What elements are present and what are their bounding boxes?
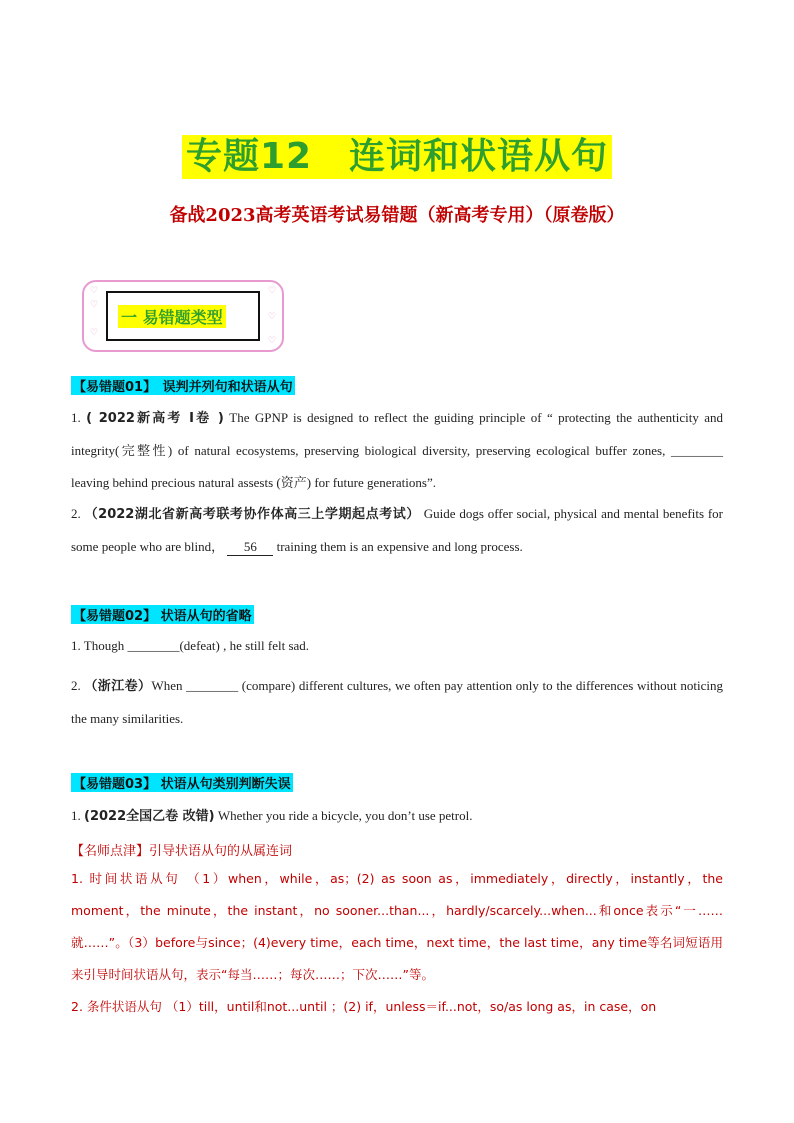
question-text: training them is an expensive and long process. xyxy=(273,539,523,554)
title-wrap xyxy=(0,135,794,179)
question-1-2 xyxy=(71,498,723,563)
answer-blank: ________ xyxy=(127,638,180,653)
heart-icon: ♡ xyxy=(268,285,277,295)
heart-icon: ♡ xyxy=(90,327,99,337)
question-text: Guide dogs offer social, physical and mental benefits for some people who are blind， xyxy=(71,506,724,554)
question-text: Though xyxy=(83,638,128,653)
question-text: When xyxy=(151,678,187,693)
section-heading-02: 【易错题02】 状语从句的省略 xyxy=(71,605,254,624)
heart-icon: ♡ xyxy=(90,285,99,295)
question-text: The GPNP is designed to reflect the guiding principle of “ protecting the authenticity and integrity(完整性) of natural ecosystems, preserving biological diversity, preserving ecological buffer zones, xyxy=(71,410,723,458)
question-source: （浙江卷） xyxy=(84,679,152,694)
note-condition-clauses: 2. 条件状语从句 （1）till，until和not...until ；(2) if，unless＝if...not，so/as long as，in case，on xyxy=(71,999,657,1014)
question-number: 1. xyxy=(71,808,81,823)
question-source: ( 2022新高考 I卷 ) xyxy=(86,411,224,426)
answer-blank: ________ xyxy=(186,678,239,693)
question-number: 2. xyxy=(71,678,81,693)
question-text: leaving behind precious natural assests (资产) for future generations”. xyxy=(71,475,436,490)
frame-label: 一 易错题类型 xyxy=(118,305,226,328)
answer-blank: ________ xyxy=(671,443,723,458)
heart-icon: ♡ xyxy=(268,335,277,345)
question-text: (compare) different cultures, we often pay attention only to the differences without noticing the many similarities. xyxy=(71,678,723,726)
page-subtitle: 备战2023高考英语考试易错题（新高考专用）（原卷版） xyxy=(169,205,625,226)
section-heading-01: 【易错题01】 误判并列句和状语从句 xyxy=(71,376,295,395)
question-2-2 xyxy=(71,670,723,735)
section-type-frame xyxy=(82,280,284,352)
question-text: Whether you ride a bicycle, you don’t use petrol. xyxy=(214,808,473,823)
question-1-1 xyxy=(71,402,723,499)
question-number: 1. xyxy=(71,410,81,425)
teacher-tip-label: 【名师点津】引导状语从句的从属连词 xyxy=(71,844,293,859)
frame-inner-box xyxy=(106,291,260,341)
answer-blank: 56 xyxy=(227,539,273,556)
question-number: 1. xyxy=(71,638,81,653)
section-heading-03: 【易错题03】 状语从句类别判断失误 xyxy=(71,773,293,792)
heart-icon: ♡ xyxy=(90,299,99,309)
question-source: (2022全国乙卷 改错) xyxy=(84,809,215,824)
question-2-1 xyxy=(71,630,723,662)
question-text: (defeat) , he still felt sad. xyxy=(179,638,310,653)
heart-icon: ♡ xyxy=(268,311,277,321)
question-number: 2. xyxy=(71,506,81,521)
page-title: 专题12 连词和状语从句 xyxy=(182,135,612,179)
note-time-clauses: 1. 时间状语从句 （1）when，while，as；(2) as soon as，immediately，directly，instantly，the moment，the minute，the instant，no sooner...than...，hardly/scarcely...when...和once表示“一……就……”。（3）before与since；(4)every time，each time，next time，the last time，any time等名词短语用来引导时间状语从句，表示“每当……；每次……；下次……”等。 xyxy=(71,871,723,982)
question-source: （2022湖北省新高考联考协作体高三上学期起点考试） xyxy=(84,507,420,522)
question-3-1 xyxy=(71,800,723,833)
